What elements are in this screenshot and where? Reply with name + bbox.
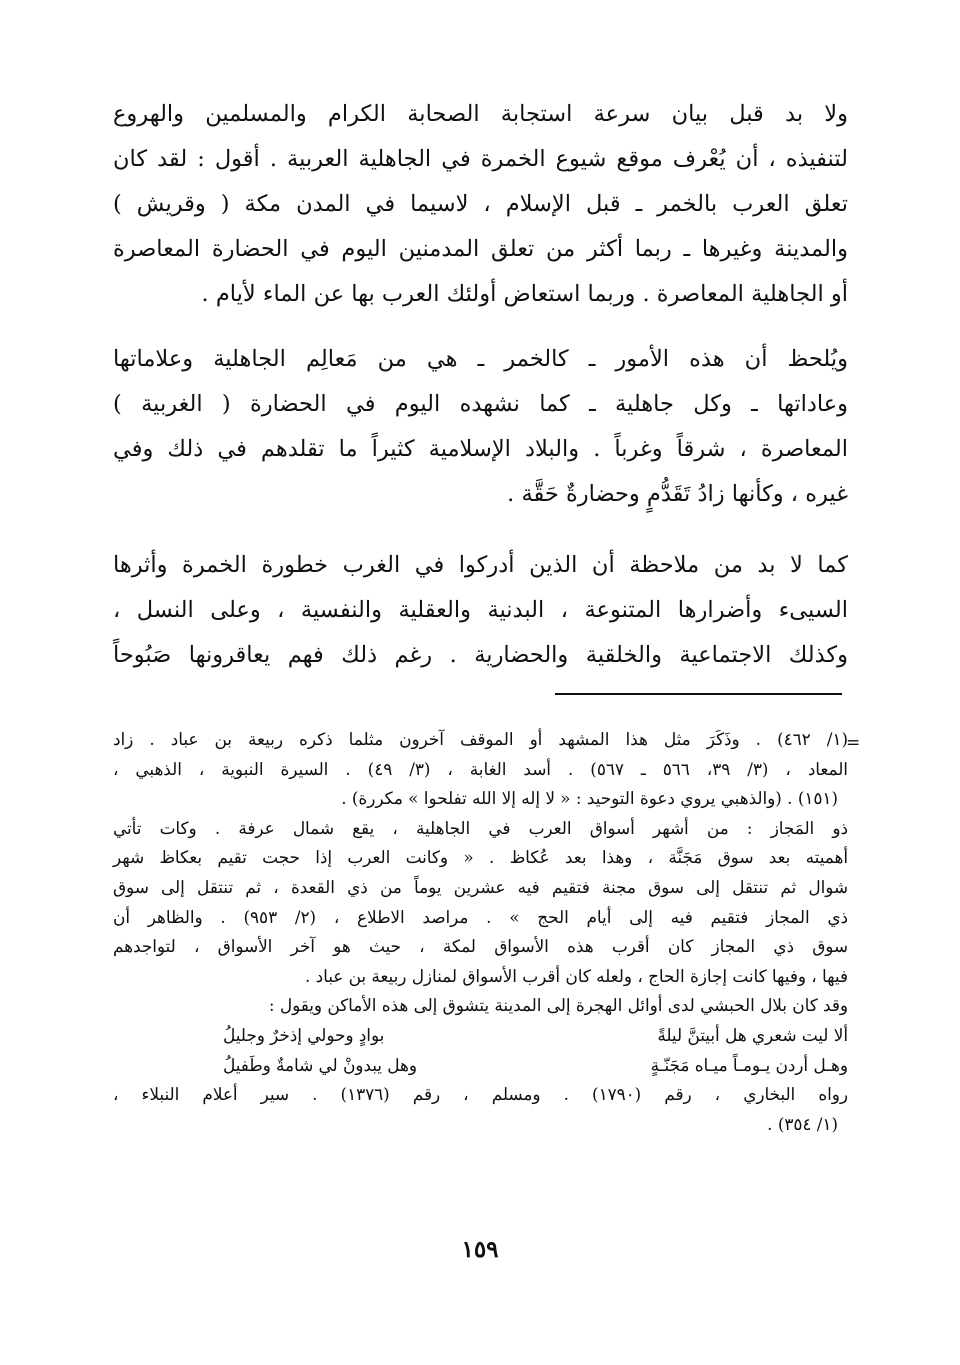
footnotes	[113, 725, 848, 1139]
paragraph-1	[113, 92, 848, 317]
footnote-line: أهميته بعد سوق مَجَنَّة ، وهذا بعد عُكاظ . « وكانت العرب إذا حجت تقيم بعكاظ شهر	[113, 847, 848, 868]
page-number: ١٥٩	[461, 1236, 499, 1263]
footnote-separator	[555, 693, 842, 695]
footnote-line: رواه البخاري ، رقم (١٧٩٠) . ومسلم ، رقم (١٣٧٦) . سير أعلام النبلاء ،	[113, 1084, 848, 1105]
footnote-line: (١٥١) . (والذهبي يروي دعوة التوحيد : « لا إله إلا الله تفلحوا » مكررة) .	[341, 788, 838, 809]
poem-second-hemistich: وهل يبدونْ لي شامةٌ وطَفيلُ	[223, 1054, 417, 1075]
poem-verse	[113, 1051, 848, 1081]
poem-second-hemistich: بوادٍ وحولي إذخرٌ وجليلُ	[223, 1024, 385, 1045]
paragraph-line: كما لا بد من ملاحظة أن الذين أدركوا في الغرب خطورة الخمرة وأثرها	[113, 552, 848, 578]
paragraph-line: وكذلك الاجتماعية والخلقية والحضارية . رغم ذلك فهم يعاقرونها صَبُوحاً	[113, 642, 848, 668]
footnote-line: ذي المجاز فتقيم فيه إلى أيام الحج » . مراصد الاطلاع ، (٢/ ٩٥٣) . والظاهر أن	[113, 906, 848, 927]
footnote-line: (١/ ٣٥٤) .	[767, 1113, 838, 1134]
paragraph-line: أو الجاهلية المعاصرة . وربما استعاض أولئك العرب بها عن الماء لأيام .	[201, 281, 848, 307]
footnote-line: سوق ذي المجاز كان أقرب هذه الأسواق لمكة ، حيث هو آخر الأسواق ، لتواجدهم	[113, 936, 848, 957]
paragraph-line: وعاداتها ـ وكل جاهلية ـ كما نشهده اليوم في الحضارة ( الغربية )	[113, 391, 848, 417]
paragraph-3	[113, 543, 848, 678]
paragraph-line: السيىء وأضرارها المتنوعة ، البدنية والعقلية والنفسية ، وعلى النسل ،	[113, 597, 848, 623]
poem-verse	[113, 1021, 848, 1051]
footnote-line: ذو المَجاز : من أشهر أسواق العرب في الجاهلية ، يقع شمال عرفة . وكات تأتي	[113, 817, 848, 838]
paragraph-line: ولا بد قبل بيان سرعة استجابة الصحابة الكرام والمسلمين والهروع	[113, 101, 848, 127]
poem-first-hemistich: ألا ليت شعري هل أبيتنَّ ليلةً	[657, 1024, 848, 1045]
paragraph-2	[113, 337, 848, 517]
footnote-line: فيها ، وفيها كانت إجازة الحاج ، ولعله كان أقرب الأسواق لمنازل ربيعة بن عباد .	[304, 965, 848, 986]
footnote-line: شوال ثم تنتقل إلى سوق مجنة فتقيم فيه عشرين يوماً من ذي القعدة ، ثم تنتقل إلى سوق	[113, 876, 848, 897]
footnote-continuation-mark: =	[846, 733, 861, 753]
paragraph-line: غيره ، وكأنها زادُ تَقَدُّمٍ وحضارةٌ حَقَّة .	[507, 481, 848, 507]
paragraph-line: تعلق العرب بالخمر ـ قبل الإسلام ، لاسيما في المدن مكة ( وقريش )	[113, 191, 848, 217]
paragraph-line: والمدينة وغيرها ـ ربما أكثر من تعلق المدمنين اليوم في الحضارة المعاصرة	[113, 236, 848, 262]
paragraph-line: المعاصرة ، شرقاً وغرباً . والبلاد الإسلامية كثيراً ما تقلدهم في ذلك وفي	[113, 436, 848, 462]
paragraph-line: لتنفيذه ، أن يُعْرف موقع شيوع الخمرة في الجاهلية العربية . أقول : لقد كان	[113, 146, 848, 172]
footnote-line: (١/ ٤٦٢) . وذَكَرَ مثل هذا المشهد أو الموقف آخرون مثلما ذكره ربيعة بن عباد . زاد	[113, 729, 848, 749]
footnote-line: وقد كان بلال الحبشي لدى أوائل الهجرة إلى المدينة يتشوق إلى هذه الأماكن ويقول :	[268, 995, 848, 1016]
footnote-line: المعاد ، (٣/ ٣٩، ٥٦٦ ـ ٥٦٧) . أسد الغابة ، (٣/ ٤٩) . السيرة النبوية ، الذهبي ،	[113, 758, 848, 779]
poem-first-hemistich: وهـل أردن يـومـاً ميـاه مَجَنّـةٍ	[650, 1054, 848, 1075]
paragraph-line: ويُلحظ أن هذه الأمور ـ كالخمر ـ هي من مَعالِم الجاهلية وعلاماتها	[113, 346, 848, 372]
